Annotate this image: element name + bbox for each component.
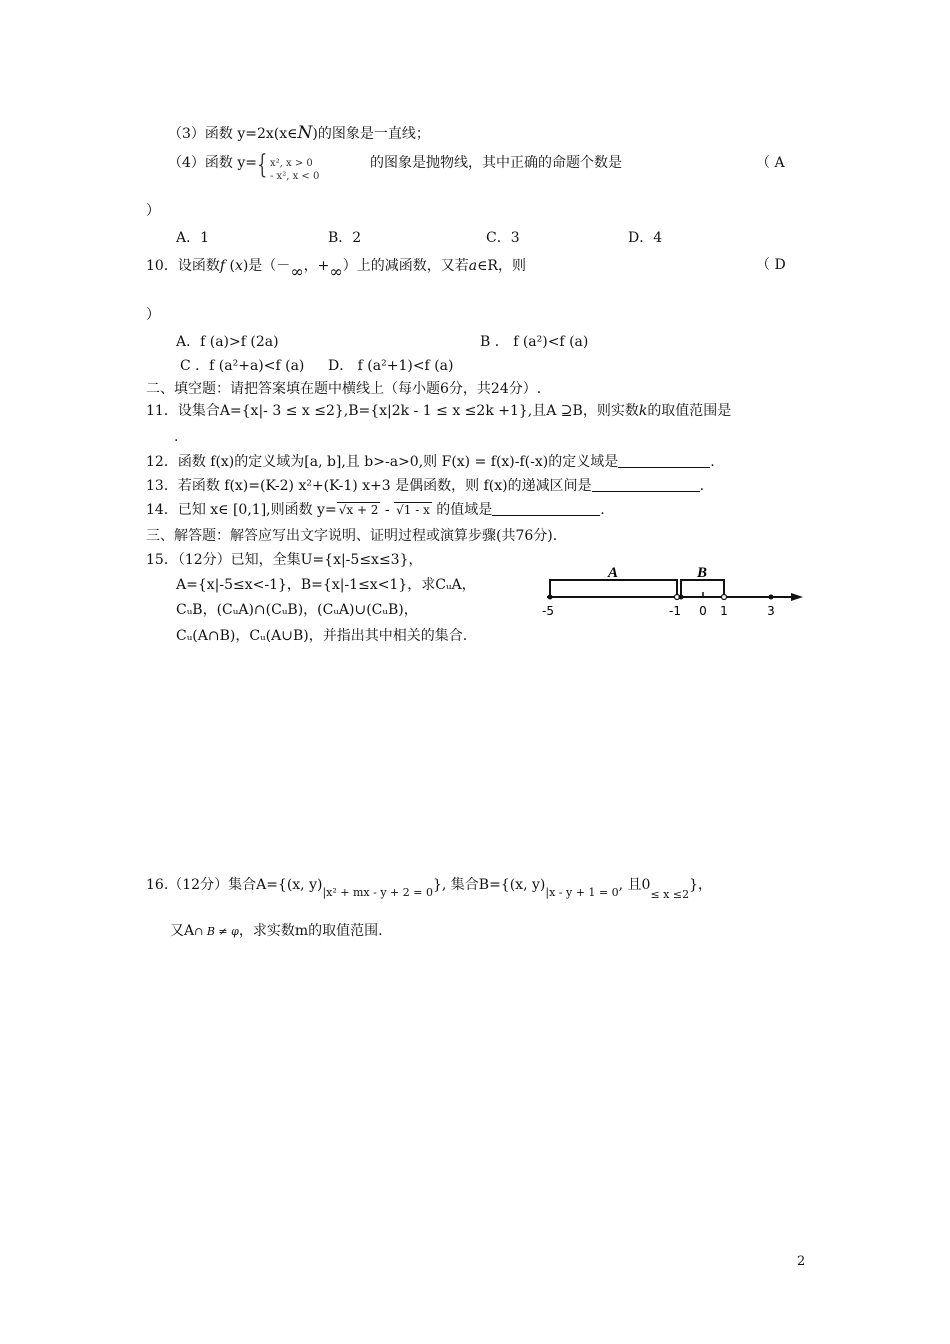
q10-answer-close: ） [146, 307, 160, 323]
q15-line2: A={x|-5≤x<-1}，B={x|-1≤x<1}，求CᵤA， [176, 577, 476, 593]
q10-x: x [234, 258, 243, 274]
point-minus1-closed [679, 595, 684, 600]
piecewise-brace-icon: { [257, 150, 268, 180]
q12 [146, 453, 715, 471]
point-1-open [722, 595, 727, 600]
tick-label-1: 1 [720, 604, 728, 618]
q11-tail: 的取值范围是 [647, 403, 732, 419]
tick-label-0: 0 [699, 604, 707, 618]
q14-answer-blank[interactable] [492, 501, 600, 516]
q15-line3: CᵤB，(CᵤA)∩(CᵤB)，(CᵤA)∪(CᵤB)， [176, 602, 418, 618]
q13-end: . [699, 478, 705, 494]
tick-label-3: 3 [767, 604, 775, 618]
q9-item3-text: （3）函数 y=2x(x∈ [168, 126, 298, 142]
q10-option-c: C ．f (a²+a)<f (a) [180, 358, 305, 374]
q10-a: a [468, 258, 478, 274]
q9-item4 [168, 154, 257, 172]
q13 [146, 477, 704, 495]
q10-option-a: A．f (a)>f (2a) [176, 334, 279, 350]
q14-end: . [600, 502, 605, 518]
q11-k: k [638, 403, 648, 419]
q9-item3-tail: )的图象是一直线； [312, 126, 430, 142]
q10-text-c: )是（－ [242, 258, 291, 274]
q11 [146, 402, 731, 420]
tick-label-minus5: -5 [542, 604, 554, 618]
q9-answer-close: ） [146, 203, 160, 219]
q14-sqrt2-body: 1 - x [403, 503, 430, 517]
section-2-heading: 二、填空题：请把答案填在题中横线上（每小题6分，共24分）. [146, 381, 542, 397]
q9-item4-case1: x², x > 0 [270, 158, 313, 169]
q9-item3 [168, 124, 430, 143]
q10-stem [146, 256, 526, 281]
q14-text-b: 的值域是 [431, 502, 493, 518]
q10-inf2: ∞ [329, 262, 343, 281]
q13-text: 13．若函数 f(x)=(K-2) x²+(K-1) x+3 是偶函数，则 f(x)的递减区间是 [146, 478, 592, 494]
interval-a-box [550, 580, 677, 597]
q10-text-b: ( [229, 258, 235, 274]
q16-line2-a: 又A [170, 923, 195, 939]
q9-item4-head: （4）函数 y= [168, 155, 257, 171]
q9-item3-N: N [297, 123, 313, 143]
q14-minus: - [380, 502, 395, 518]
label-a: A [607, 565, 619, 581]
q14 [146, 501, 605, 519]
q15-line1: 15．（12分）已知，全集U={x|-5≤x≤3}， [146, 552, 423, 568]
q9-answer-open: （ A [756, 155, 785, 171]
q15-line4: Cᵤ(A∩B)，Cᵤ(A∪B)，并指出其中相关的集合. [176, 628, 468, 644]
q10-f: f [219, 258, 226, 274]
label-b: B [696, 565, 708, 581]
q16-text-a: 16.（12分）集合A={(x, y) [146, 877, 323, 893]
q10-text-d: ，+ [303, 258, 330, 274]
q9-option-a: A．1 [176, 230, 210, 246]
q16-text-d: }， [689, 877, 712, 893]
q14-text-a: 14．已知 x∈ [0,1],则函数 y= [146, 502, 337, 518]
q16-line2 [170, 922, 383, 941]
q10-inf1: ∞ [290, 262, 304, 281]
q16-text-c: , 且0 [618, 877, 651, 893]
q16-cond-b: |x - y + 1 = 0 [545, 886, 619, 899]
axis-arrow-icon [791, 593, 803, 601]
point-minus5 [548, 595, 553, 600]
q10-text-f: ∈R，则 [477, 258, 526, 274]
q9-option-d: D．4 [628, 230, 663, 246]
q16-cond-c: ≤ x ≤2 [650, 888, 690, 901]
q9-option-c: C．3 [486, 230, 520, 246]
q10-option-d: D． f (a²+1)<f (a) [328, 358, 454, 374]
q10-option-b: B ． f (a²)<f (a) [480, 334, 589, 350]
q16-line2-cond: ∩ B ≠ φ [194, 925, 239, 938]
q10-text-a: 10．设函数 [146, 258, 220, 274]
q14-sqrt1: √x + 2 [338, 503, 379, 517]
q12-end: . [710, 454, 715, 470]
page-number: 2 [797, 1254, 806, 1269]
q9-item4-case2: - x², x < 0 [270, 171, 320, 182]
q16-line2-b: ，求实数m的取值范围. [238, 923, 383, 939]
q10-answer-open: （ D [756, 257, 786, 273]
q9-item4-tail: 的图象是抛物线，其中正确的命题个数是 [370, 155, 622, 171]
q9-option-b: B．2 [328, 230, 362, 246]
tick-label-minus1: -1 [669, 604, 681, 618]
point-3 [769, 595, 774, 600]
q16-line1 [146, 876, 712, 901]
q12-answer-blank[interactable] [618, 453, 710, 468]
q16-text-b: }, 集合B={(x, y) [432, 877, 546, 893]
q10-text-e: ）上的减函数，又若 [342, 258, 469, 274]
q13-answer-blank[interactable] [592, 477, 700, 492]
q14-sqrt1-body: x + 2 [346, 503, 379, 517]
q14-sqrt2: √1 - x [396, 503, 430, 517]
q11-text: 11．设集合A={x|- 3 ≤ x ≤2},B={x|2k - 1 ≤ x ≤2k +1},且A ⊇B，则实数 [146, 403, 639, 419]
q16-cond-a: |x² + mx - y + 2 = 0 [322, 886, 433, 899]
q11-dot: . [174, 429, 179, 445]
number-line-diagram [535, 560, 810, 620]
q12-text: 12．函数 f(x)的定义域为[a, b],且 b>-a>0,则 F(x) = f(x)-f(-x)的定义域是 [146, 454, 619, 470]
section-3-heading: 三、解答题：解答应写出文字说明、证明过程或演算步骤(共76分). [146, 528, 558, 544]
